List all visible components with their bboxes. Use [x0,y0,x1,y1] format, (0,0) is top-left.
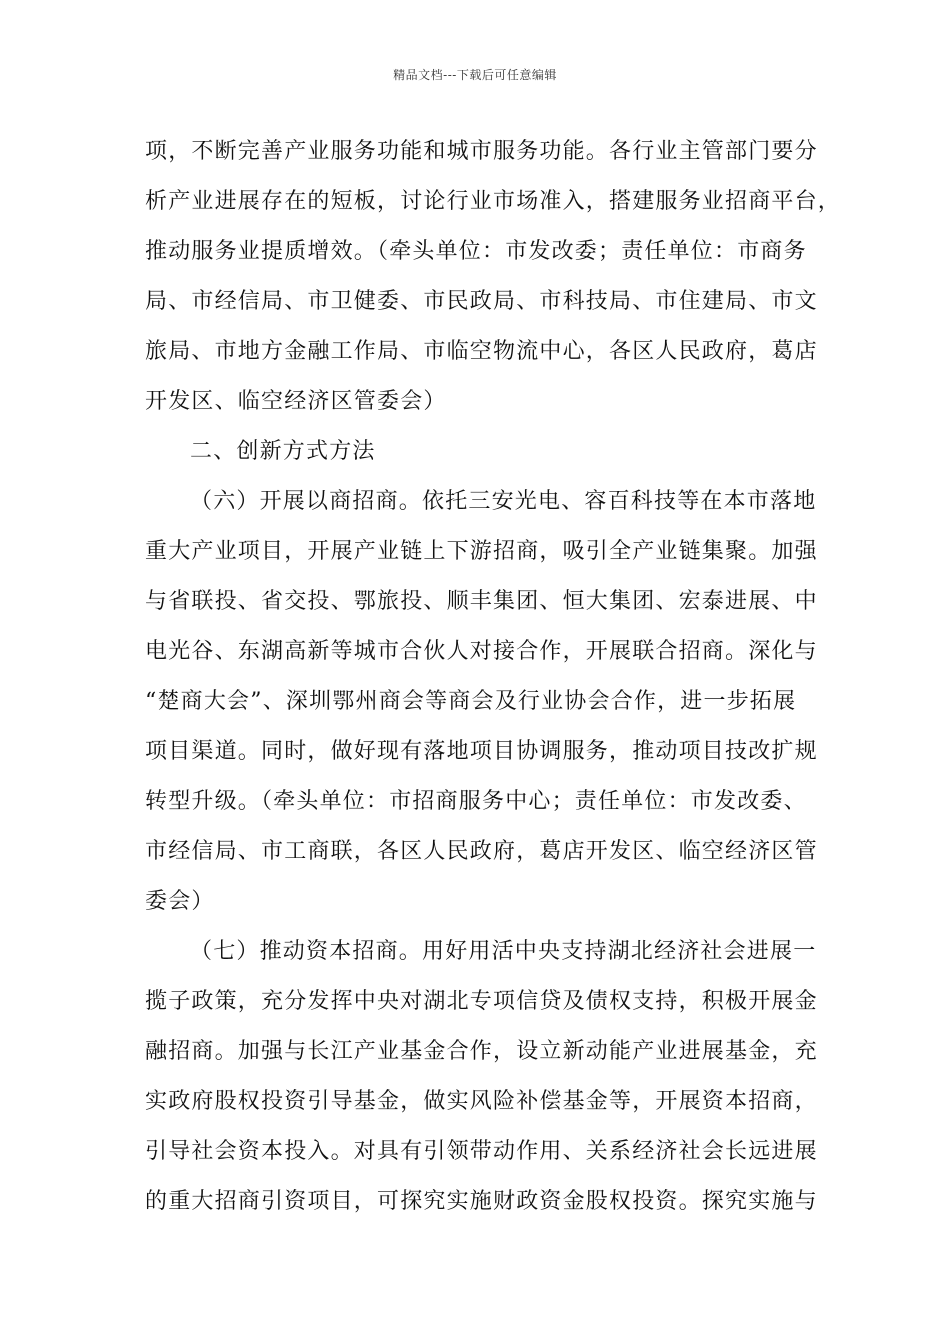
body-line: “楚商大会”、深圳鄂州商会等商会及行业协会合作，进一步拓展 [145,689,797,714]
body-line: 项目渠道。同时，做好现有落地项目协调服务，推动项目技改扩规 [145,739,818,764]
page-header: 精品文档---下载后可任意编辑 [393,68,557,82]
body-line: 开发区、临空经济区管委会） [145,389,447,414]
body-line: （六）开展以商招商。依托三安光电、容百科技等在本市落地 [190,489,817,514]
section-heading: 二、创新方式方法 [190,439,376,464]
body-line: 市经信局、市工商联，各区人民政府，葛店开发区、临空经济区管 [145,839,818,864]
body-line: 局、市经信局、市卫健委、市民政局、市科技局、市住建局、市文 [145,289,818,314]
body-line: 电光谷、东湖高新等城市合伙人对接合作，开展联合招商。深化与 [145,639,818,664]
body-line: 旅局、市地方金融工作局、市临空物流中心，各区人民政府，葛店 [145,339,818,364]
body-line: 实政府股权投资引导基金，做实风险补偿基金等，开展资本招商， [145,1089,818,1114]
body-line: 揽子政策，充分发挥中央对湖北专项信贷及债权支持，积极开展金 [145,989,818,1014]
body-line: 重大产业项目，开展产业链上下游招商，吸引全产业链集聚。加强 [145,539,818,564]
body-line: 融招商。加强与长江产业基金合作，设立新动能产业进展基金，充 [145,1039,818,1064]
body-line: 项，不断完善产业服务功能和城市服务功能。各行业主管部门要分 [145,139,818,164]
body-line: 析产业进展存在的短板，讨论行业市场准入，搭建服务业招商平台， [145,189,842,214]
body-line: 与省联投、省交投、鄂旅投、顺丰集团、恒大集团、宏泰进展、中 [145,589,818,614]
body-line: 的重大招商引资项目，可探究实施财政资金股权投资。探究实施与 [145,1189,818,1214]
body-line: 引导社会资本投入。对具有引领带动作用、关系经济社会长远进展 [145,1139,818,1164]
body-line: 委会） [145,889,215,914]
body-line: 推动服务业提质增效。（牵头单位：市发改委；责任单位：市商务 [145,239,807,264]
body-line: 转型升级。（牵头单位：市招商服务中心；责任单位：市发改委、 [145,789,807,814]
body-line: （七）推动资本招商。用好用活中央支持湖北经济社会进展一 [190,939,817,964]
